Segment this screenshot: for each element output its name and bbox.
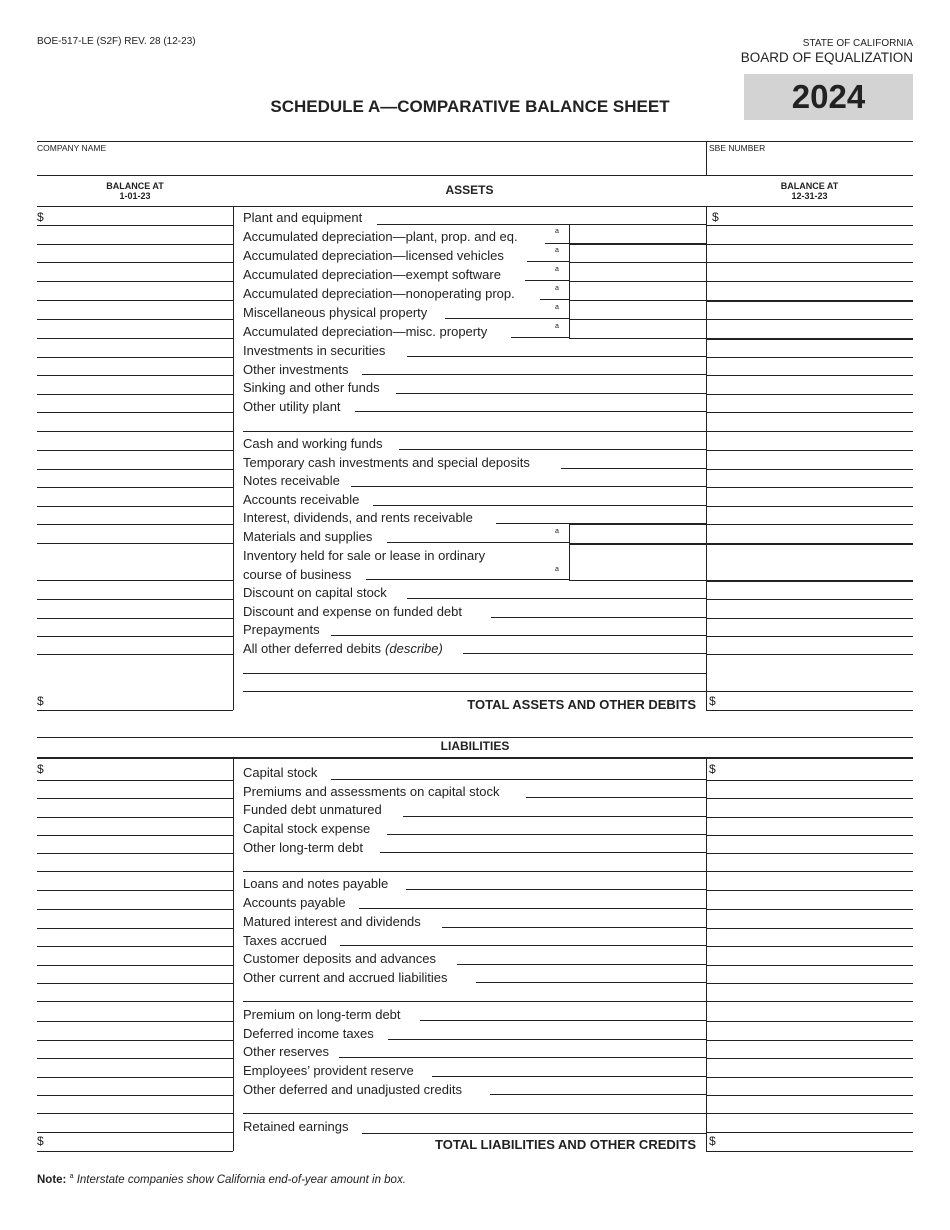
rule-line — [706, 431, 913, 432]
end-balance-field[interactable] — [706, 798, 913, 799]
divider — [37, 175, 913, 176]
note-prefix: Note: — [37, 1173, 67, 1186]
leader-line — [362, 374, 706, 375]
rule-line — [706, 871, 913, 872]
leader-line — [407, 356, 706, 357]
end-balance-field[interactable] — [706, 890, 913, 891]
end-balance-field[interactable] — [706, 853, 913, 854]
rule-line — [706, 1113, 913, 1114]
asset-row-label: Prepayments — [243, 622, 320, 637]
footnote-marker: a — [555, 528, 559, 535]
note-sup: a — [69, 1173, 74, 1180]
end-balance-field[interactable] — [706, 618, 913, 619]
asset-row-label: Accumulated depreciation—exempt software — [243, 267, 501, 282]
begin-balance-field[interactable] — [37, 1021, 233, 1022]
footnote-marker: a — [555, 285, 559, 292]
california-amount-box[interactable] — [569, 524, 570, 543]
end-balance-field[interactable] — [706, 394, 913, 395]
right-header-line2: 12-31-23 — [791, 191, 828, 201]
california-amount-box[interactable] — [569, 300, 706, 301]
california-amount-box[interactable] — [569, 524, 706, 525]
leader-line — [545, 243, 569, 244]
begin-balance-field[interactable] — [37, 817, 233, 818]
footnote-marker: a — [555, 228, 559, 235]
begin-balance-field[interactable] — [37, 281, 233, 282]
leader-line — [399, 449, 706, 450]
begin-balance-field[interactable] — [37, 506, 233, 507]
sbe-number-label: SBE NUMBER — [709, 143, 766, 153]
liability-row-label: Premium on long-term debt — [243, 1007, 401, 1022]
begin-balance-field[interactable] — [37, 853, 233, 854]
begin-balance-field[interactable] — [37, 1132, 233, 1133]
assets-heading: ASSETS — [445, 183, 494, 197]
begin-balance-field[interactable] — [37, 487, 233, 488]
leader-line — [540, 299, 569, 300]
asset-row-label: Other investments — [243, 362, 349, 377]
end-dollar: $ — [709, 762, 716, 776]
leader-line — [243, 431, 706, 432]
footnote-marker: a — [555, 266, 559, 273]
begin-balance-field[interactable] — [37, 928, 233, 929]
end-balance-field[interactable] — [706, 1077, 913, 1078]
asset-row-label: Accumulated depreciation—licensed vehicles — [243, 248, 504, 263]
end-balance-field[interactable] — [706, 1132, 913, 1133]
leader-line — [380, 852, 706, 853]
liability-row-label: Other current and accrued liabilities — [243, 970, 448, 985]
leader-line — [432, 1076, 706, 1077]
end-balance-field[interactable] — [706, 1021, 913, 1022]
divider — [37, 141, 913, 142]
asset-row-label: Investments in securities — [243, 343, 386, 358]
leader-line — [387, 542, 569, 543]
asset-row-label: Accumulated depreciation—misc. property — [243, 324, 488, 339]
leader-line — [355, 411, 706, 412]
california-amount-box[interactable] — [569, 224, 706, 225]
rule-line — [37, 394, 233, 395]
total-liabilities-label: TOTAL LIABILITIES AND OTHER CREDITS — [435, 1137, 696, 1152]
begin-balance-field[interactable] — [37, 262, 233, 263]
end-balance-field[interactable] — [706, 780, 913, 781]
asset-row-label-text: All other deferred debits — [243, 641, 382, 656]
leader-line — [420, 1020, 706, 1021]
begin-balance-field[interactable] — [37, 965, 233, 966]
end-balance-field[interactable] — [706, 262, 913, 263]
leader-line — [373, 505, 706, 506]
total-assets-label: TOTAL ASSETS AND OTHER DEBITS — [467, 697, 696, 712]
leader-line — [243, 1113, 706, 1114]
begin-balance-field[interactable] — [37, 636, 233, 637]
california-amount-box[interactable] — [569, 338, 706, 339]
leader-line — [491, 617, 706, 618]
california-amount-box[interactable] — [569, 281, 570, 300]
liability-row-label: Employees’ provident reserve — [243, 1063, 414, 1078]
end-balance-field[interactable] — [706, 450, 913, 451]
end-balance-field[interactable] — [706, 244, 913, 245]
end-balance-field[interactable] — [706, 691, 913, 692]
company-name-field[interactable] — [37, 155, 704, 173]
begin-balance-field[interactable] — [37, 357, 233, 358]
tax-year: 2024 — [791, 78, 866, 115]
asset-row-label: Discount on capital stock — [243, 585, 387, 600]
leader-line — [527, 261, 569, 262]
asset-row-label: Cash and working funds — [243, 436, 383, 451]
california-amount-box[interactable] — [569, 243, 706, 244]
begin-balance-field[interactable] — [37, 412, 233, 413]
end-balance-field[interactable] — [706, 319, 913, 320]
left-column-header — [37, 181, 233, 201]
asset-row-label: Plant and equipment — [243, 210, 363, 225]
leader-line — [396, 393, 706, 394]
asset-row-label: Accounts receivable — [243, 492, 360, 507]
california-amount-box[interactable] — [569, 543, 570, 580]
rule-line — [37, 871, 233, 872]
asset-row-label: Notes receivable — [243, 473, 340, 488]
begin-balance-field[interactable] — [37, 469, 233, 470]
end-balance-field[interactable] — [706, 1058, 913, 1059]
california-amount-box[interactable] — [569, 580, 706, 581]
leader-line — [243, 691, 706, 692]
end-balance-field[interactable] — [706, 817, 913, 818]
liability-row-label: Deferred income taxes — [243, 1026, 374, 1041]
begin-balance-field[interactable] — [37, 524, 233, 525]
begin-balance-field[interactable] — [37, 300, 233, 301]
liability-row-label: Accounts payable — [243, 895, 346, 910]
end-balance-field[interactable] — [706, 654, 913, 655]
end-balance-field[interactable] — [706, 983, 913, 984]
asset-row-label: Accumulated depreciation—nonoperating prop. — [243, 286, 515, 301]
leader-line — [526, 797, 706, 798]
total-liab-begin-field[interactable] — [37, 1151, 233, 1152]
rule-line — [37, 1113, 233, 1114]
column-separator — [233, 757, 234, 1151]
begin-balance-field[interactable] — [37, 543, 233, 544]
asset-row-label: Other utility plant — [243, 399, 341, 414]
end-balance-field[interactable] — [706, 928, 913, 929]
california-amount-box[interactable] — [569, 224, 570, 244]
end-balance-field[interactable] — [706, 469, 913, 470]
rule-line — [569, 543, 913, 545]
column-separator — [233, 206, 234, 710]
begin-balance-field[interactable] — [37, 618, 233, 619]
end-balance-field[interactable] — [706, 599, 913, 600]
begin-balance-field[interactable] — [37, 1095, 233, 1096]
total-liab-begin-dollar: $ — [37, 1134, 44, 1148]
leader-line — [359, 908, 706, 909]
form-id: BOE-517-LE (S2F) REV. 28 (12-23) — [37, 36, 196, 47]
leader-line — [490, 1094, 706, 1095]
leader-line — [243, 1001, 706, 1002]
liability-row-label: Loans and notes payable — [243, 876, 389, 891]
liability-row-label: Matured interest and dividends — [243, 914, 421, 929]
end-balance-field[interactable] — [706, 524, 913, 525]
liability-row-label: Customer deposits and advances — [243, 951, 436, 966]
california-amount-box[interactable] — [569, 243, 570, 262]
rule-line — [37, 1001, 233, 1002]
end-balance-field[interactable] — [706, 412, 913, 413]
begin-balance-field[interactable] — [37, 450, 233, 451]
leader-line — [331, 779, 706, 780]
leader-line — [463, 653, 706, 654]
rule-line — [37, 431, 233, 432]
asset-row-label: Interest, dividends, and rents receivable — [243, 510, 473, 525]
begin-balance-field[interactable] — [37, 244, 233, 245]
asset-row-label: Inventory held for sale or lease in ordinary — [243, 548, 486, 563]
california-amount-box[interactable] — [569, 262, 570, 281]
rule-line — [706, 1001, 913, 1002]
leader-line — [351, 486, 706, 487]
end-balance-field[interactable] — [706, 1040, 913, 1041]
total-liab-end-dollar: $ — [709, 1134, 716, 1148]
page-title: SCHEDULE A—COMPARATIVE BALANCE SHEET — [270, 97, 670, 116]
note-text: Interstate companies show California end-of-year amount in box. — [76, 1173, 406, 1186]
liability-row-label: Premiums and assessments on capital stock — [243, 784, 500, 799]
california-amount-box[interactable] — [569, 281, 706, 282]
leader-line — [362, 1133, 706, 1134]
footnote — [37, 1173, 406, 1186]
asset-row-label: Miscellaneous physical property — [243, 305, 428, 320]
asset-row-label: Sinking and other funds — [243, 380, 380, 395]
begin-balance-field[interactable] — [37, 654, 233, 655]
asset-row-label: Accumulated depreciation—plant, prop. and eq. — [243, 229, 518, 244]
begin-balance-field[interactable] — [37, 1040, 233, 1041]
begin-balance-field[interactable] — [37, 983, 233, 984]
asset-row-label: course of business — [243, 567, 352, 582]
begin-balance-field[interactable] — [37, 890, 233, 891]
begin-balance-field[interactable] — [37, 580, 233, 581]
end-balance-field[interactable] — [706, 965, 913, 966]
begin-balance-field[interactable] — [37, 338, 233, 339]
leader-line — [331, 635, 706, 636]
liability-row-label: Retained earnings — [243, 1119, 349, 1134]
end-balance-field[interactable] — [706, 636, 913, 637]
liability-row-label: Taxes accrued — [243, 933, 327, 948]
begin-dollar: $ — [37, 762, 44, 776]
california-amount-box[interactable] — [569, 244, 706, 245]
leader-line — [561, 468, 706, 469]
liabilities-heading: LIABILITIES — [440, 739, 510, 753]
end-balance-field[interactable] — [706, 225, 913, 226]
state-label: STATE OF CALIFORNIA — [802, 38, 913, 49]
total-assets-begin-field[interactable] — [37, 710, 233, 711]
rule-line — [706, 338, 913, 340]
leader-line — [525, 280, 569, 281]
end-balance-field[interactable] — [706, 909, 913, 910]
begin-balance-field[interactable] — [37, 909, 233, 910]
divider — [37, 757, 913, 759]
california-amount-box[interactable] — [569, 319, 706, 320]
leader-line — [388, 1039, 706, 1040]
divider — [706, 141, 707, 175]
begin-balance-field[interactable] — [37, 599, 233, 600]
total-assets-end-field[interactable] — [706, 710, 913, 711]
leader-line — [476, 982, 706, 983]
divider — [37, 737, 913, 738]
begin-balance-field[interactable] — [37, 946, 233, 947]
leader-line — [442, 927, 706, 928]
california-amount-box[interactable] — [569, 319, 570, 338]
board-label: BOARD OF EQUALIZATION — [740, 50, 913, 65]
asset-row-label: Discount and expense on funded debt — [243, 604, 463, 619]
begin-balance-field[interactable] — [37, 798, 233, 799]
end-dollar: $ — [712, 210, 719, 224]
rule-line — [706, 300, 913, 302]
end-balance-field[interactable] — [706, 487, 913, 488]
footnote-marker: a — [555, 247, 559, 254]
leader-line — [340, 945, 706, 946]
leader-line — [366, 579, 569, 580]
leader-line — [243, 871, 706, 872]
begin-balance-field[interactable] — [37, 1077, 233, 1078]
footnote-marker: a — [555, 304, 559, 311]
leader-line — [511, 337, 569, 338]
divider — [37, 206, 913, 207]
end-balance-field[interactable] — [706, 1095, 913, 1096]
total-assets-end-dollar: $ — [709, 694, 716, 708]
leader-line — [407, 598, 706, 599]
begin-balance-field[interactable] — [37, 319, 233, 320]
begin-dollar: $ — [37, 210, 44, 224]
leader-line — [406, 889, 706, 890]
leader-line — [243, 673, 706, 674]
end-balance-field[interactable] — [706, 281, 913, 282]
liability-row-label: Capital stock expense — [243, 821, 371, 836]
total-assets-begin-dollar: $ — [37, 694, 44, 708]
liability-row-label: Other reserves — [243, 1044, 329, 1059]
begin-balance-field[interactable] — [37, 835, 233, 836]
end-balance-field[interactable] — [706, 835, 913, 836]
leader-line — [339, 1057, 706, 1058]
leader-line — [457, 964, 706, 965]
liability-row-label: Other deferred and unadjusted credits — [243, 1082, 462, 1097]
asset-row-label-hint: (describe) — [385, 641, 443, 656]
begin-balance-field[interactable] — [37, 1058, 233, 1059]
california-amount-box[interactable] — [569, 300, 570, 319]
end-balance-field[interactable] — [706, 506, 913, 507]
leader-line — [387, 834, 706, 835]
rule-line — [706, 580, 913, 582]
leader-line — [445, 318, 569, 319]
asset-row-label: Temporary cash investments and special deposits — [243, 455, 530, 470]
begin-balance-field[interactable] — [37, 375, 233, 376]
right-header-line1: BALANCE AT — [780, 181, 839, 191]
begin-balance-field[interactable] — [37, 780, 233, 781]
leader-line — [403, 816, 706, 817]
liability-row-label: Other long-term debt — [243, 840, 363, 855]
end-balance-field[interactable] — [706, 946, 913, 947]
total-liab-end-field[interactable] — [706, 1151, 913, 1152]
column-separator — [706, 206, 707, 710]
left-header-line1: BALANCE AT — [106, 181, 164, 191]
column-separator — [706, 757, 707, 1151]
footnote-marker: a — [555, 323, 559, 330]
right-column-header — [706, 181, 913, 201]
footnote-marker: a — [555, 566, 559, 573]
liability-row-label: Funded debt unmatured — [243, 802, 382, 817]
sbe-number-field[interactable] — [709, 155, 913, 173]
california-amount-box[interactable] — [569, 262, 706, 263]
left-header-line2: 1-01-23 — [119, 191, 151, 201]
end-balance-field[interactable] — [706, 375, 913, 376]
end-balance-field[interactable] — [706, 357, 913, 358]
asset-row-label: Materials and supplies — [243, 529, 373, 544]
begin-balance-field[interactable] — [37, 225, 233, 226]
asset-row-label — [243, 641, 443, 656]
liability-row-label: Capital stock — [243, 765, 318, 780]
company-name-label: COMPANY NAME — [37, 143, 107, 153]
